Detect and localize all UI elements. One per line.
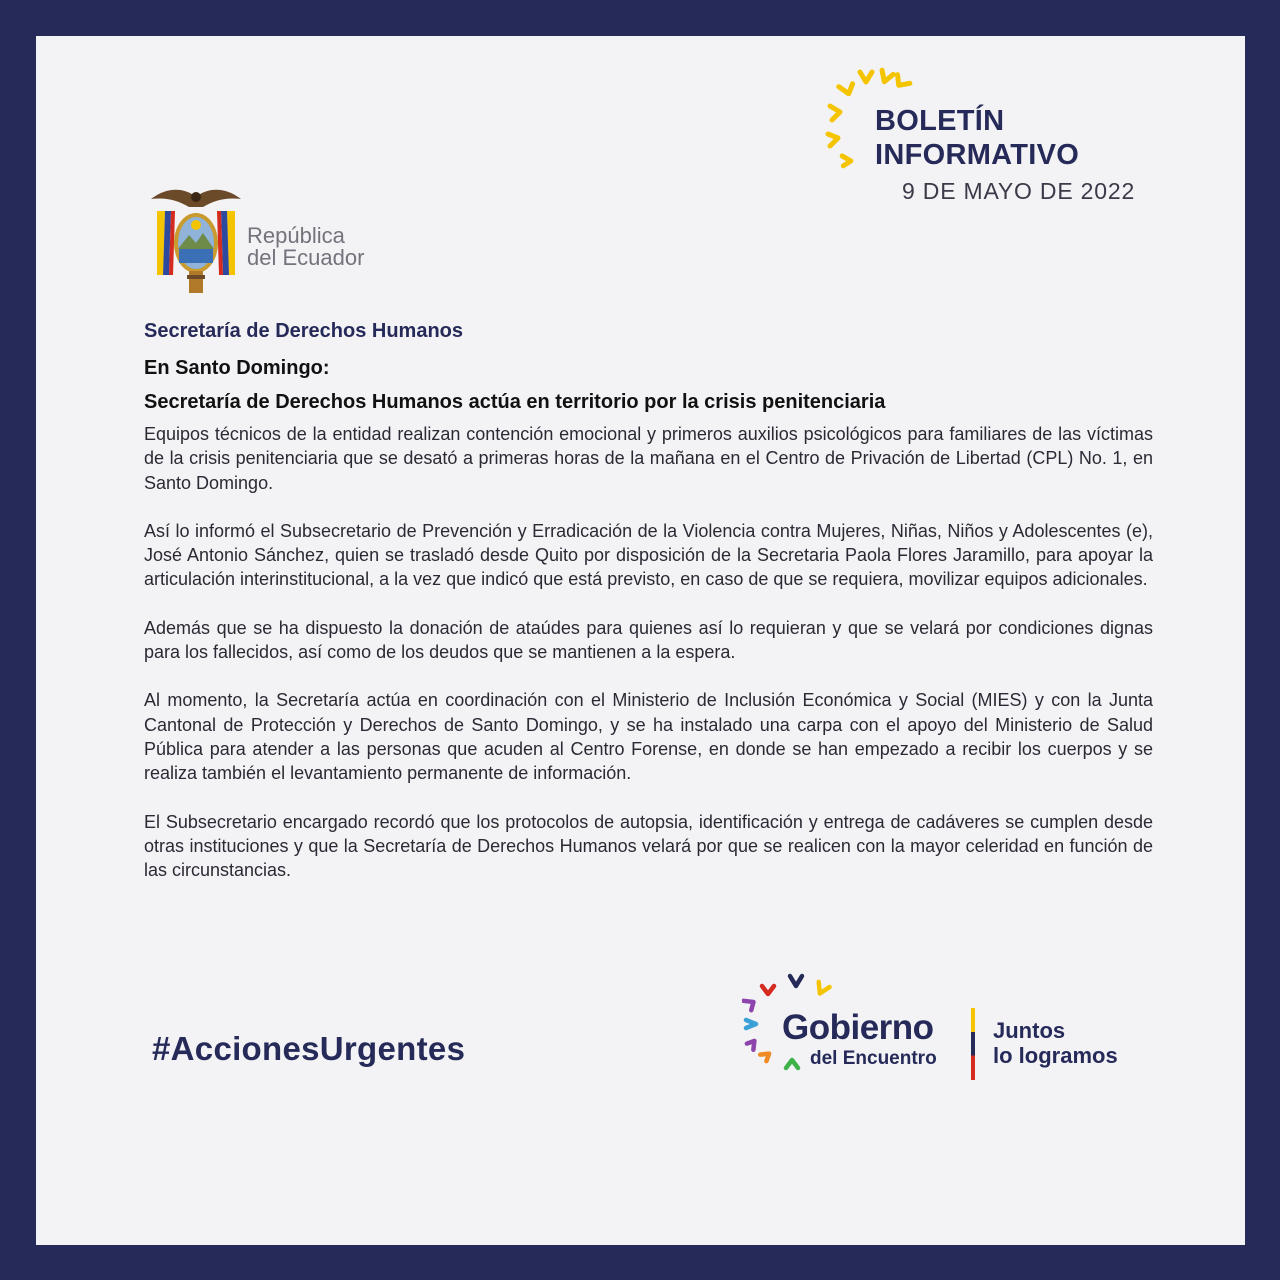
hashtag: #AccionesUrgentes [152,1030,466,1067]
article-paragraph: Equipos técnicos de la entidad realizan contención emocional y primeros auxilios psicológicos para familiares de las víctimas de la crisis penitenciaria que se desató a primeras horas de la mañana en el Centro de Privación de Libertad (CPL) No. 1, en Santo Domingo. [144,424,1153,493]
slogan-line2: lo logramos [993,1043,1118,1068]
government-name [247,225,364,269]
bulletin-title-line1: BOLETÍN [875,105,1005,137]
article-paragraph: El Subsecretario encargado recordó que los protocolos de autopsia, identificación y entrega de cadáveres se cumplen desde otras instituciones y que la Secretaría de Derechos Humanos velará por que se realicen con la mayor celeridad en función de las circunstancias. [144,811,1153,881]
article-paragraph: Al momento, la Secretaría actúa en coordinación con el Ministerio de Inclusión Económica y Social (MIES) y con la Junta Cantonal de Protección y Derechos de Santo Domingo, y se ha instalado una carpa con el apoyo del Ministerio de Salud Pública para atender a las personas que acuden al Centro Forense, en donde se han empezado a recibir los cuerpos y se realiza también el levantamiento permanente de información. [144,690,1153,784]
bulletin-date: 9 DE MAYO DE 2022 [902,178,1136,204]
government-logo [143,183,403,303]
slogan [993,1018,1118,1068]
bulletin-header [822,66,1162,216]
gobierno-logo [742,972,1162,1087]
bulletin-title [875,104,1079,172]
article-kicker: En Santo Domingo: [144,357,330,379]
article-paragraph: Además que se ha dispuesto la donación de ataúdes para quienes así lo requieran y que se velará por condiciones dignas para los fallecidos, así como de los deudos que se mantienen a la espera. [144,617,1153,663]
slogan-line1: Juntos [993,1018,1066,1043]
government-name-line1: República [247,223,345,248]
government-name-line2: del Ecuador [247,245,365,270]
article-paragraph: Así lo informó el Subsecretario de Prevención y Erradicación de la Violencia contra Mujeres, Niñas, Niños y Adolescentes (e), José Antonio Sánchez, quien se trasladó desde Quito por disposición de la Secretaria Paola Flores Jaramillo, para apoyar la articulación interinstitucional, a la vez que indicó que está previsto, en caso de que se requiera, movilizar equipos adicionales. [144,520,1153,590]
gobierno-sub-text: del Encuentro [810,1048,937,1069]
article [144,320,1153,906]
organization-name: Secretaría de Derechos Humanos [144,320,464,342]
article-headline: Secretaría de Derechos Humanos actúa en territorio por la crisis penitenciaria [144,391,886,413]
bulletin-title-line2: INFORMATIVO [875,139,1080,171]
tricolor-divider [971,1008,975,1080]
coat-of-arms-icon [143,183,249,299]
gobierno-main-text: Gobierno [782,1008,934,1047]
